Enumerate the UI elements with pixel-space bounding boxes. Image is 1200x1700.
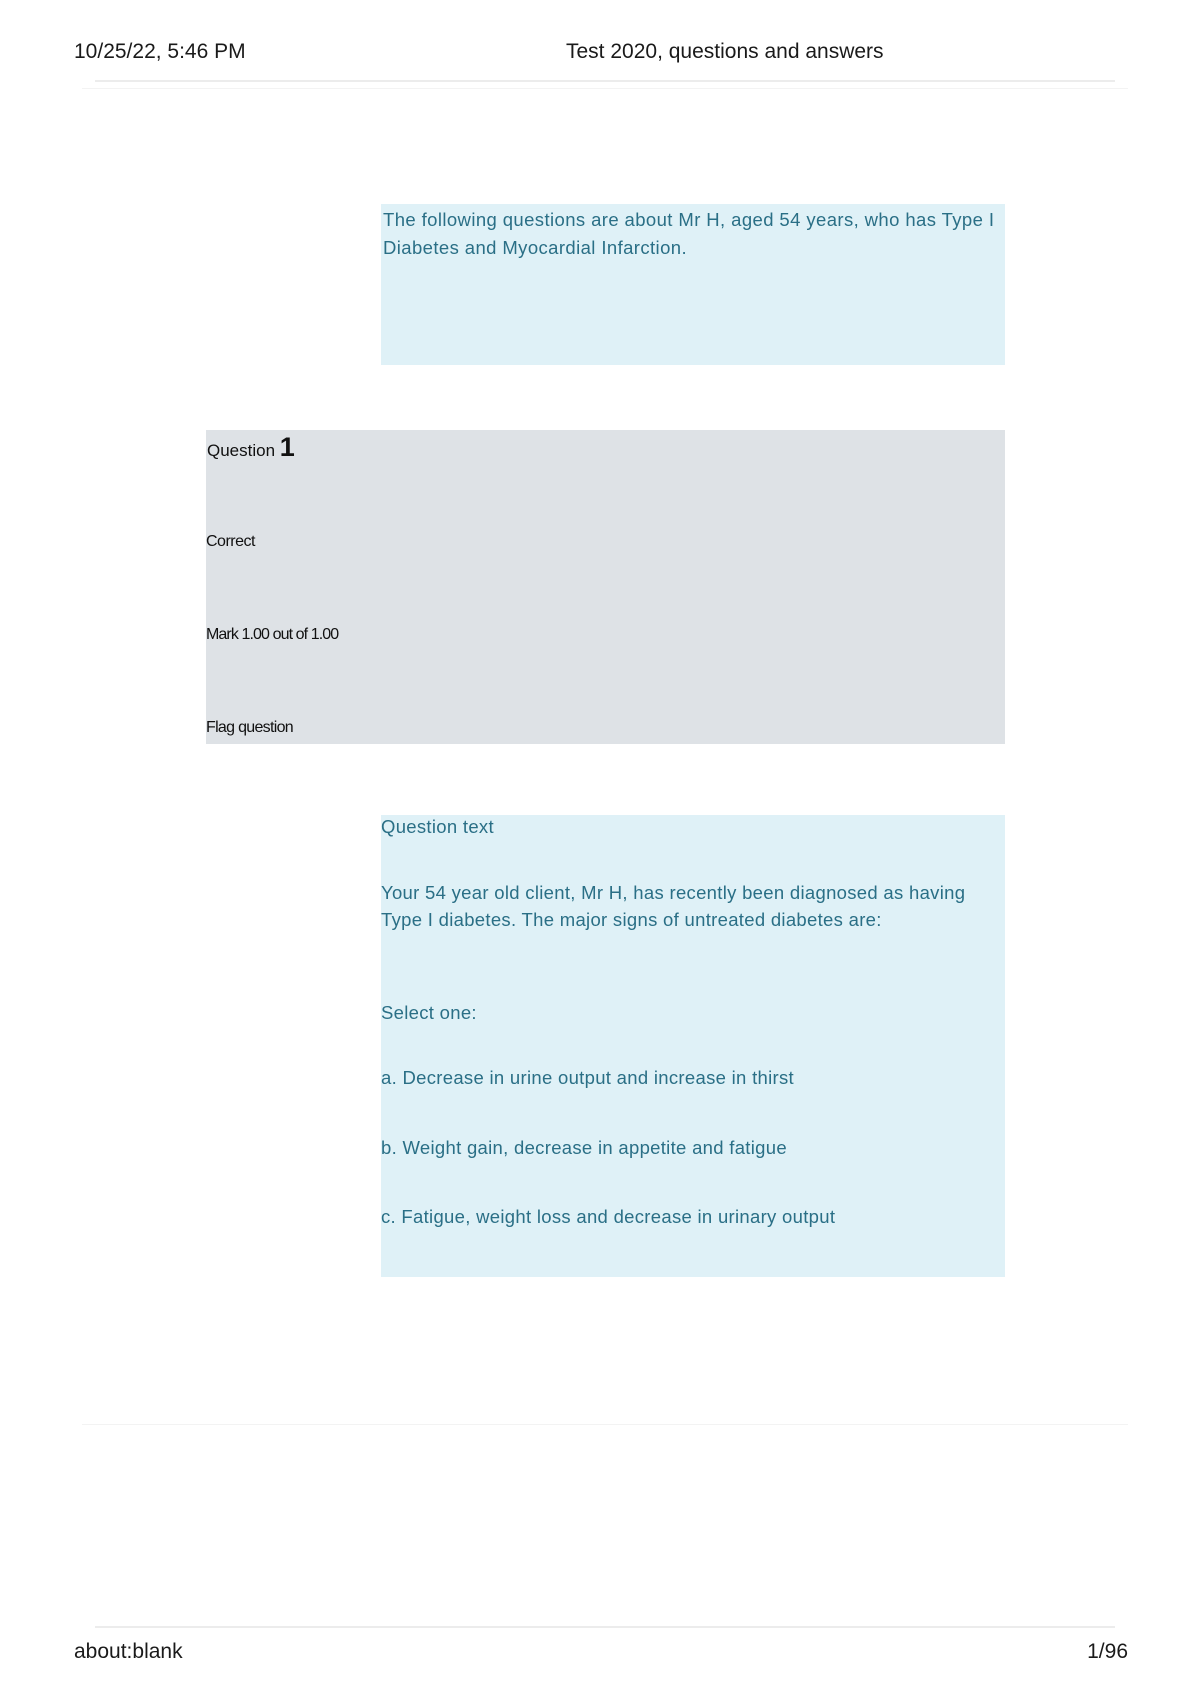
answer-option-c[interactable]: c. Fatigue, weight loss and decrease in urinary output bbox=[381, 1206, 836, 1227]
answer-option-a[interactable]: a. Decrease in urine output and increase in thirst bbox=[381, 1067, 794, 1088]
question-number-heading bbox=[207, 432, 295, 463]
question-info-panel bbox=[206, 430, 1005, 744]
print-footer-page-number: 1/96 bbox=[1087, 1640, 1128, 1663]
footer-divider bbox=[95, 1626, 1115, 1628]
question-grade: Mark 1.00 out of 1.00 bbox=[206, 626, 339, 643]
question-text-label: Question text bbox=[381, 816, 494, 837]
description-info-box bbox=[381, 204, 1005, 365]
header-divider bbox=[95, 80, 1115, 82]
question-number: 1 bbox=[279, 432, 295, 462]
question-state: Correct bbox=[206, 533, 255, 550]
content-frame-bottom-edge bbox=[82, 1420, 1128, 1425]
content-frame-top-edge bbox=[82, 88, 1128, 93]
print-footer-url: about:blank bbox=[74, 1640, 183, 1663]
answer-option-b[interactable]: b. Weight gain, decrease in appetite and fatigue bbox=[381, 1137, 787, 1158]
question-label: Question bbox=[207, 441, 276, 460]
print-header-datetime: 10/25/22, 5:46 PM bbox=[74, 40, 246, 63]
flag-question-link[interactable]: Flag question bbox=[206, 719, 293, 736]
select-one-prompt: Select one: bbox=[381, 1002, 477, 1023]
print-header-title: Test 2020, questions and answers bbox=[566, 40, 884, 63]
description-text: The following questions are about Mr H, aged 54 years, who has Type I Diabetes and Myocardial Infarction. bbox=[383, 209, 995, 258]
question-formulation bbox=[381, 815, 1005, 1277]
question-text: Your 54 year old client, Mr H, has recently been diagnosed as having Type I diabetes. The major signs of untreated diabetes are: bbox=[381, 882, 966, 930]
